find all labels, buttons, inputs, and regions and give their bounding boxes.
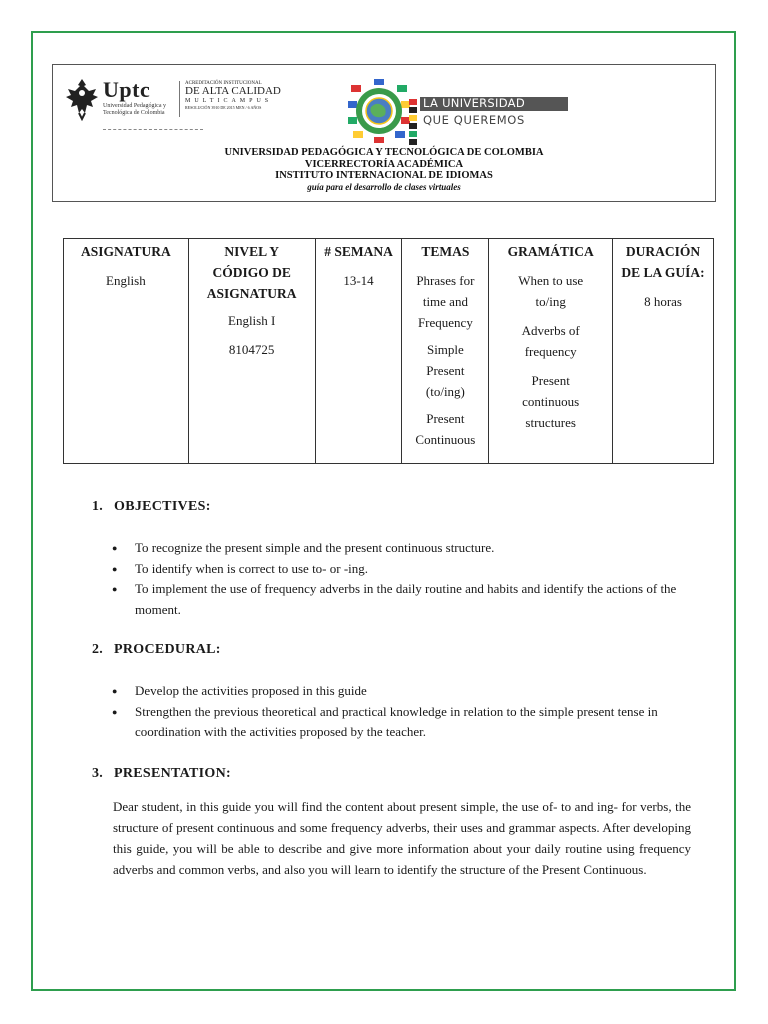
presentation-heading bbox=[92, 764, 231, 782]
institute-line: INSTITUTO INTERNACIONAL DE IDIOMAS bbox=[275, 170, 493, 181]
header-temas bbox=[402, 239, 489, 464]
accreditation-line-3: MULTICAMPUS bbox=[185, 98, 273, 104]
logo-underline bbox=[103, 127, 203, 130]
cell-gram-3: Present continuous structures bbox=[522, 373, 580, 430]
objectives-list bbox=[112, 538, 695, 620]
cell-gram-2: Adverbs of frequency bbox=[521, 323, 580, 359]
course-info-table bbox=[63, 238, 714, 464]
header-asignatura-label: ASIGNATURA bbox=[80, 244, 171, 259]
accreditation-line-2: DE ALTA CALIDAD bbox=[185, 85, 281, 97]
header-gramatica-label: GRAMÁTICA bbox=[507, 244, 594, 259]
procedural-title: PROCEDURAL: bbox=[114, 642, 221, 657]
objectives-heading bbox=[92, 497, 211, 515]
procedural-number: 2. bbox=[92, 642, 104, 657]
header-nivel bbox=[188, 239, 315, 464]
vicerrectoria-line: VICERRECTORÍA ACADÉMICA bbox=[304, 158, 464, 170]
flag-strip-icon bbox=[409, 99, 417, 145]
objectives-number: 1. bbox=[92, 499, 104, 514]
document-header bbox=[52, 64, 716, 202]
list-item: ● To implement the use of frequency adverbs in the daily routine and habits and identify the actions of the moment. bbox=[112, 579, 695, 620]
presentation-paragraph: Dear student, in this guide you will find the content about present simple, the use of- to and ing- for verbs, the structure of present continuous and some frequency adverbs, their uses and grammar aspects. After developing this guide, you will be able to describe and give more information about your daily routine using frequency adverbs and common verbs, and also you will learn to identify the structure of the Present Continuous. bbox=[113, 799, 691, 877]
cell-nivel-name: English I bbox=[228, 313, 276, 328]
cell-temas-2: Simple Present (to/ing) bbox=[425, 342, 465, 399]
header-temas-label: TEMAS bbox=[421, 244, 470, 259]
uptc-logo bbox=[65, 77, 305, 123]
institute-seal-icon bbox=[347, 79, 411, 143]
uptc-wordmark: Uptc bbox=[103, 77, 151, 102]
cell-duracion: 8 horas bbox=[644, 294, 682, 309]
procedural-heading bbox=[92, 640, 221, 658]
university-name: UNIVERSIDAD PEDAGÓGICA Y TECNOLÓGICA DE COLOMBIA bbox=[224, 147, 544, 158]
table-header-row bbox=[64, 239, 714, 464]
accreditation-line-4: RESOLUCIÓN 3910 DE 2015 MEN / 6 AÑOS bbox=[185, 105, 262, 110]
accreditation-line-1: ACREDITACIÓN INSTITUCIONAL bbox=[185, 81, 262, 86]
header-duracion bbox=[613, 239, 714, 464]
presentation-title: PRESENTATION: bbox=[114, 766, 231, 781]
objectives-title: OBJECTIVES: bbox=[114, 499, 211, 514]
header-titles bbox=[53, 147, 715, 193]
cell-temas-3: Present Continuous bbox=[415, 411, 476, 447]
que-queremos-label: QUE QUEREMOS bbox=[423, 113, 525, 127]
cell-semana: 13-14 bbox=[343, 273, 374, 288]
cell-temas-1: Phrases for time and Frequency bbox=[416, 273, 475, 330]
list-item: ● Develop the activities proposed in this guide bbox=[112, 681, 695, 702]
list-item: ● Strengthen the previous theoretical and practical knowledge in relation to the simple present tense in coordination with the activities proposed by the teacher. bbox=[112, 702, 695, 743]
header-nivel-label: NIVEL Y CÓDIGO DE ASIGNATURA bbox=[206, 244, 297, 301]
accreditation-block bbox=[185, 81, 295, 110]
header-gramatica bbox=[489, 239, 613, 464]
logo-divider bbox=[179, 81, 180, 117]
list-item: ● To recognize the present simple and the present continuous structure. bbox=[112, 538, 695, 559]
cell-nivel-code: 8104725 bbox=[228, 342, 275, 357]
guide-subtitle: guía para el desarrollo de clases virtuales bbox=[307, 181, 461, 192]
header-asignatura bbox=[64, 239, 189, 464]
header-duracion-label: DURACIÓN DE LA GUÍA: bbox=[621, 244, 705, 280]
presentation-number: 3. bbox=[92, 766, 104, 781]
cell-gram-1: When to use to/ing bbox=[518, 273, 584, 309]
header-semana-label: # SEMANA bbox=[324, 244, 393, 259]
cell-asignatura: English bbox=[106, 273, 146, 288]
eagle-icon bbox=[65, 77, 99, 121]
header-semana bbox=[315, 239, 402, 464]
procedural-list bbox=[112, 681, 695, 743]
la-universidad-label: LA UNIVERSIDAD bbox=[423, 96, 525, 110]
uptc-subtitle: Universidad Pedagógica y Tecnológica de Colombia bbox=[103, 103, 166, 116]
list-item: ● To identify when is correct to use to- or -ing. bbox=[112, 559, 695, 580]
